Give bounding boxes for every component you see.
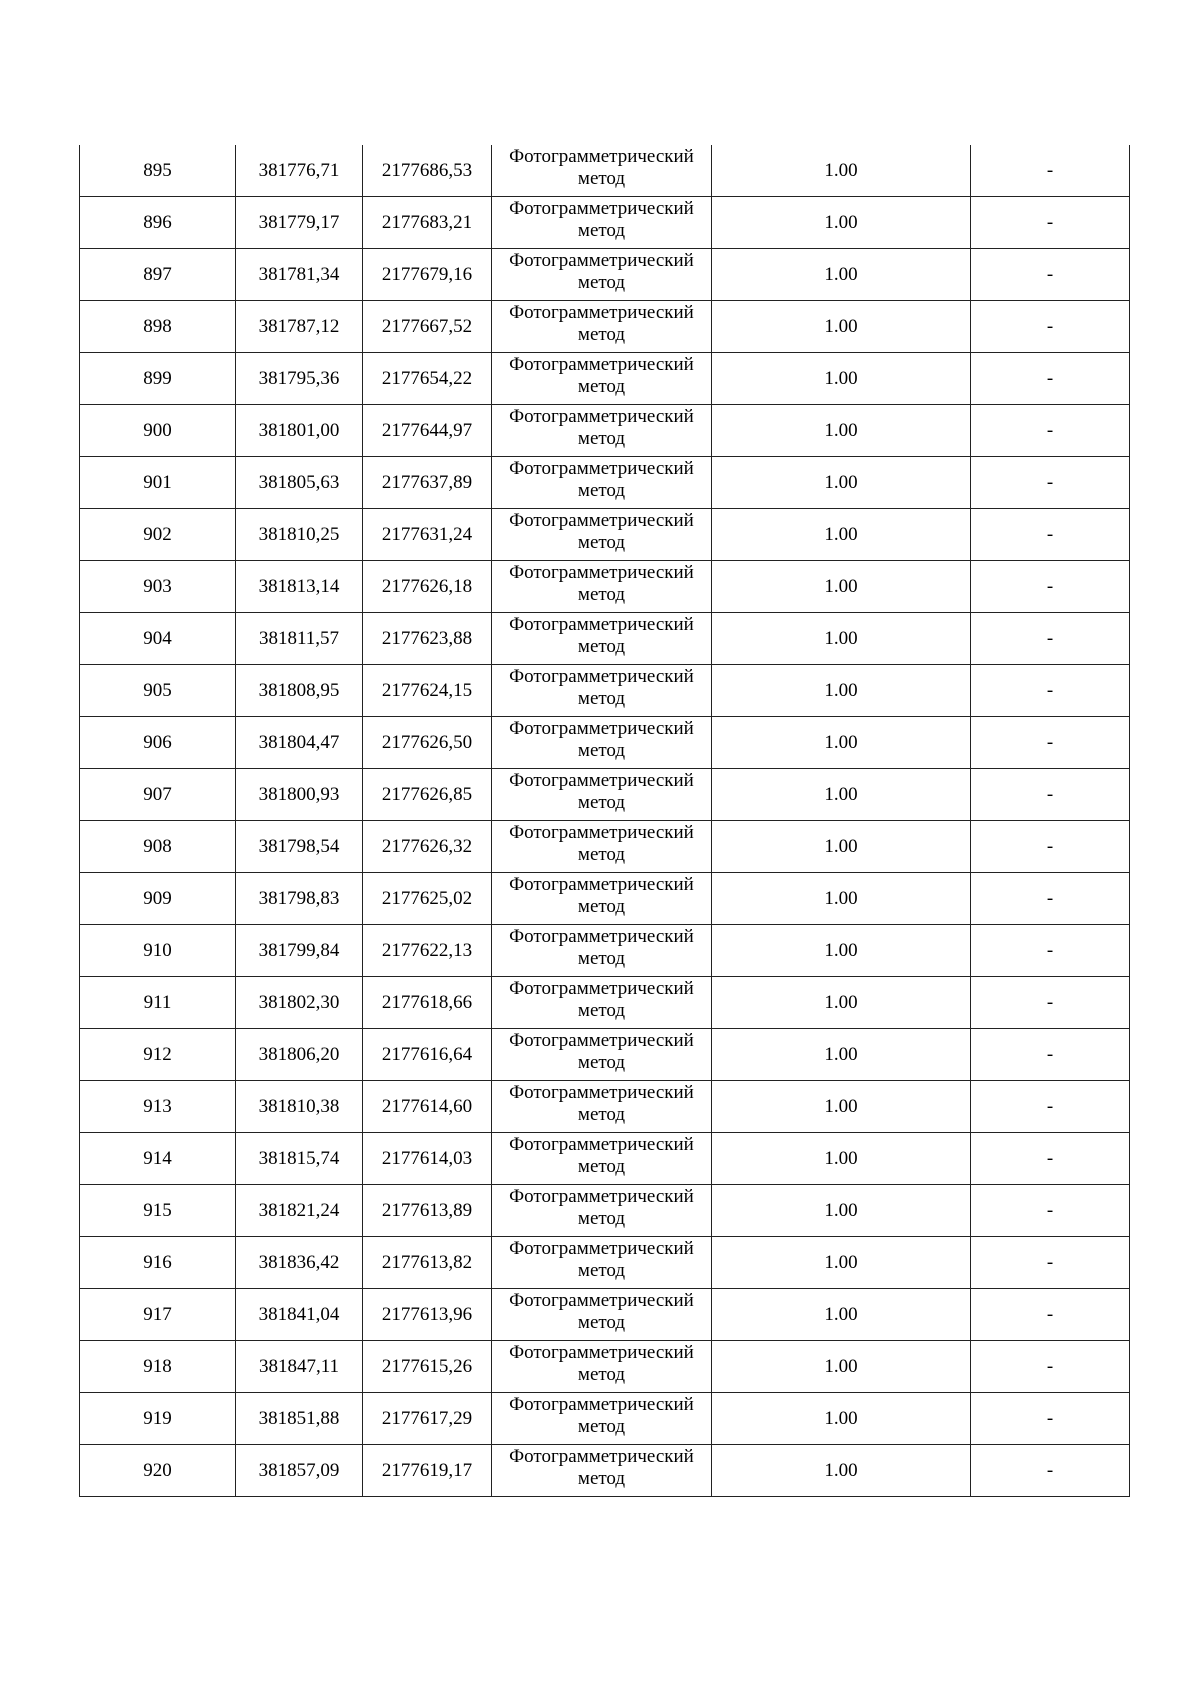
note-cell: -: [971, 925, 1130, 977]
accuracy-cell: 1.00: [712, 1341, 971, 1393]
accuracy-cell: 1.00: [712, 925, 971, 977]
table-row: [80, 1029, 1130, 1081]
method-text-line: Фотограмметрический: [509, 717, 694, 739]
point-number-cell: 895: [80, 145, 236, 197]
x-coordinate-cell: 381799,84: [236, 925, 363, 977]
x-coordinate-cell: 381808,95: [236, 665, 363, 717]
method-cell: [492, 197, 712, 249]
table-row: [80, 613, 1130, 665]
note-cell: -: [971, 1445, 1130, 1497]
table-row: [80, 1133, 1130, 1185]
method-cell: [492, 301, 712, 353]
method-text-line: метод: [577, 1207, 626, 1229]
method-text-line: Фотограмметрический: [509, 353, 694, 375]
point-number-cell: 918: [80, 1341, 236, 1393]
accuracy-cell: 1.00: [712, 561, 971, 613]
accuracy-cell: 1.00: [712, 353, 971, 405]
point-number-cell: 907: [80, 769, 236, 821]
point-number-cell: 915: [80, 1185, 236, 1237]
method-text-line: Фотограмметрический: [509, 457, 694, 479]
point-number-cell: 910: [80, 925, 236, 977]
accuracy-cell: 1.00: [712, 613, 971, 665]
x-coordinate-cell: 381798,54: [236, 821, 363, 873]
accuracy-cell: 1.00: [712, 457, 971, 509]
x-coordinate-cell: 381805,63: [236, 457, 363, 509]
table-row: [80, 353, 1130, 405]
point-number-cell: 908: [80, 821, 236, 873]
table-row: [80, 821, 1130, 873]
method-cell: [492, 1133, 712, 1185]
method-text-line: метод: [577, 1051, 626, 1073]
x-coordinate-cell: 381801,00: [236, 405, 363, 457]
y-coordinate-cell: 2177631,24: [363, 509, 492, 561]
table-row: [80, 1341, 1130, 1393]
method-text-line: Фотограмметрический: [509, 249, 694, 271]
x-coordinate-cell: 381821,24: [236, 1185, 363, 1237]
y-coordinate-cell: 2177618,66: [363, 977, 492, 1029]
note-cell: -: [971, 353, 1130, 405]
accuracy-cell: 1.00: [712, 665, 971, 717]
method-text-line: метод: [577, 427, 626, 449]
point-number-cell: 899: [80, 353, 236, 405]
note-cell: -: [971, 249, 1130, 301]
method-text-line: Фотограмметрический: [509, 301, 694, 323]
method-text-line: Фотограмметрический: [509, 925, 694, 947]
method-text-line: метод: [577, 167, 626, 189]
note-cell: -: [971, 769, 1130, 821]
coordinates-table: [79, 145, 1130, 1497]
x-coordinate-cell: 381795,36: [236, 353, 363, 405]
method-text-line: Фотограмметрический: [509, 1185, 694, 1207]
method-text-line: метод: [577, 1415, 626, 1437]
table-row: [80, 977, 1130, 1029]
method-text-line: метод: [577, 375, 626, 397]
method-text-line: метод: [577, 1155, 626, 1177]
method-cell: [492, 1393, 712, 1445]
note-cell: -: [971, 1185, 1130, 1237]
accuracy-cell: 1.00: [712, 249, 971, 301]
table-row: [80, 509, 1130, 561]
method-cell: [492, 821, 712, 873]
table-row: [80, 457, 1130, 509]
coordinates-table-body: [80, 145, 1130, 1497]
accuracy-cell: 1.00: [712, 405, 971, 457]
note-cell: -: [971, 457, 1130, 509]
note-cell: -: [971, 977, 1130, 1029]
method-text-line: метод: [577, 1467, 626, 1489]
point-number-cell: 903: [80, 561, 236, 613]
point-number-cell: 919: [80, 1393, 236, 1445]
method-cell: [492, 145, 712, 197]
method-cell: [492, 665, 712, 717]
y-coordinate-cell: 2177626,18: [363, 561, 492, 613]
y-coordinate-cell: 2177626,50: [363, 717, 492, 769]
point-number-cell: 900: [80, 405, 236, 457]
table-row: [80, 249, 1130, 301]
accuracy-cell: 1.00: [712, 977, 971, 1029]
method-text-line: Фотограмметрический: [509, 1133, 694, 1155]
method-text-line: Фотограмметрический: [509, 1393, 694, 1415]
x-coordinate-cell: 381787,12: [236, 301, 363, 353]
accuracy-cell: 1.00: [712, 301, 971, 353]
method-text-line: Фотограмметрический: [509, 1029, 694, 1051]
x-coordinate-cell: 381815,74: [236, 1133, 363, 1185]
method-cell: [492, 873, 712, 925]
method-text-line: Фотограмметрический: [509, 821, 694, 843]
x-coordinate-cell: 381813,14: [236, 561, 363, 613]
method-cell: [492, 769, 712, 821]
x-coordinate-cell: 381810,38: [236, 1081, 363, 1133]
method-text-line: метод: [577, 271, 626, 293]
note-cell: -: [971, 1341, 1130, 1393]
method-cell: [492, 405, 712, 457]
x-coordinate-cell: 381847,11: [236, 1341, 363, 1393]
note-cell: -: [971, 873, 1130, 925]
x-coordinate-cell: 381806,20: [236, 1029, 363, 1081]
table-row: [80, 1445, 1130, 1497]
point-number-cell: 917: [80, 1289, 236, 1341]
point-number-cell: 896: [80, 197, 236, 249]
method-text-line: Фотограмметрический: [509, 873, 694, 895]
table-row: [80, 301, 1130, 353]
method-text-line: Фотограмметрический: [509, 145, 694, 167]
point-number-cell: 909: [80, 873, 236, 925]
x-coordinate-cell: 381802,30: [236, 977, 363, 1029]
method-text-line: метод: [577, 1311, 626, 1333]
y-coordinate-cell: 2177614,60: [363, 1081, 492, 1133]
table-row: [80, 145, 1130, 197]
method-text-line: метод: [577, 947, 626, 969]
method-cell: [492, 925, 712, 977]
method-cell: [492, 1445, 712, 1497]
y-coordinate-cell: 2177626,85: [363, 769, 492, 821]
method-text-line: метод: [577, 739, 626, 761]
method-text-line: Фотограмметрический: [509, 509, 694, 531]
point-number-cell: 911: [80, 977, 236, 1029]
y-coordinate-cell: 2177613,89: [363, 1185, 492, 1237]
accuracy-cell: 1.00: [712, 509, 971, 561]
y-coordinate-cell: 2177626,32: [363, 821, 492, 873]
x-coordinate-cell: 381811,57: [236, 613, 363, 665]
point-number-cell: 920: [80, 1445, 236, 1497]
note-cell: -: [971, 1289, 1130, 1341]
point-number-cell: 906: [80, 717, 236, 769]
method-text-line: Фотограмметрический: [509, 197, 694, 219]
method-cell: [492, 1081, 712, 1133]
x-coordinate-cell: 381798,83: [236, 873, 363, 925]
method-text-line: Фотограмметрический: [509, 561, 694, 583]
y-coordinate-cell: 2177614,03: [363, 1133, 492, 1185]
method-text-line: метод: [577, 791, 626, 813]
accuracy-cell: 1.00: [712, 1081, 971, 1133]
method-cell: [492, 509, 712, 561]
method-text-line: метод: [577, 635, 626, 657]
method-cell: [492, 977, 712, 1029]
method-text-line: метод: [577, 323, 626, 345]
method-text-line: Фотограмметрический: [509, 1341, 694, 1363]
x-coordinate-cell: 381851,88: [236, 1393, 363, 1445]
method-text-line: Фотограмметрический: [509, 1081, 694, 1103]
accuracy-cell: 1.00: [712, 1133, 971, 1185]
point-number-cell: 913: [80, 1081, 236, 1133]
note-cell: -: [971, 1133, 1130, 1185]
table-row: [80, 1081, 1130, 1133]
method-cell: [492, 1341, 712, 1393]
table-row: [80, 197, 1130, 249]
point-number-cell: 898: [80, 301, 236, 353]
table-row: [80, 405, 1130, 457]
method-text-line: метод: [577, 1103, 626, 1125]
note-cell: -: [971, 717, 1130, 769]
method-text-line: метод: [577, 687, 626, 709]
y-coordinate-cell: 2177683,21: [363, 197, 492, 249]
y-coordinate-cell: 2177624,15: [363, 665, 492, 717]
method-cell: [492, 561, 712, 613]
note-cell: -: [971, 301, 1130, 353]
note-cell: -: [971, 1237, 1130, 1289]
accuracy-cell: 1.00: [712, 1393, 971, 1445]
x-coordinate-cell: 381804,47: [236, 717, 363, 769]
x-coordinate-cell: 381781,34: [236, 249, 363, 301]
y-coordinate-cell: 2177625,02: [363, 873, 492, 925]
accuracy-cell: 1.00: [712, 1185, 971, 1237]
note-cell: -: [971, 613, 1130, 665]
point-number-cell: 914: [80, 1133, 236, 1185]
accuracy-cell: 1.00: [712, 717, 971, 769]
y-coordinate-cell: 2177619,17: [363, 1445, 492, 1497]
table-row: [80, 1237, 1130, 1289]
method-text-line: Фотограмметрический: [509, 1445, 694, 1467]
x-coordinate-cell: 381810,25: [236, 509, 363, 561]
x-coordinate-cell: 381836,42: [236, 1237, 363, 1289]
accuracy-cell: 1.00: [712, 145, 971, 197]
method-text-line: Фотограмметрический: [509, 977, 694, 999]
y-coordinate-cell: 2177654,22: [363, 353, 492, 405]
table-row: [80, 1185, 1130, 1237]
method-cell: [492, 457, 712, 509]
note-cell: -: [971, 1029, 1130, 1081]
point-number-cell: 905: [80, 665, 236, 717]
accuracy-cell: 1.00: [712, 1237, 971, 1289]
point-number-cell: 912: [80, 1029, 236, 1081]
y-coordinate-cell: 2177623,88: [363, 613, 492, 665]
method-text-line: метод: [577, 479, 626, 501]
accuracy-cell: 1.00: [712, 769, 971, 821]
method-cell: [492, 717, 712, 769]
accuracy-cell: 1.00: [712, 1289, 971, 1341]
accuracy-cell: 1.00: [712, 1445, 971, 1497]
y-coordinate-cell: 2177613,82: [363, 1237, 492, 1289]
y-coordinate-cell: 2177667,52: [363, 301, 492, 353]
y-coordinate-cell: 2177686,53: [363, 145, 492, 197]
accuracy-cell: 1.00: [712, 821, 971, 873]
point-number-cell: 902: [80, 509, 236, 561]
note-cell: -: [971, 561, 1130, 613]
accuracy-cell: 1.00: [712, 873, 971, 925]
note-cell: -: [971, 1393, 1130, 1445]
table-row: [80, 717, 1130, 769]
note-cell: -: [971, 405, 1130, 457]
method-cell: [492, 1185, 712, 1237]
table-row: [80, 925, 1130, 977]
table-row: [80, 1393, 1130, 1445]
method-text-line: Фотограмметрический: [509, 613, 694, 635]
method-cell: [492, 1237, 712, 1289]
note-cell: -: [971, 665, 1130, 717]
method-cell: [492, 249, 712, 301]
method-text-line: Фотограмметрический: [509, 665, 694, 687]
y-coordinate-cell: 2177644,97: [363, 405, 492, 457]
method-cell: [492, 1029, 712, 1081]
method-text-line: метод: [577, 531, 626, 553]
method-text-line: Фотограмметрический: [509, 405, 694, 427]
note-cell: -: [971, 145, 1130, 197]
y-coordinate-cell: 2177617,29: [363, 1393, 492, 1445]
y-coordinate-cell: 2177613,96: [363, 1289, 492, 1341]
note-cell: -: [971, 1081, 1130, 1133]
method-text-line: Фотограмметрический: [509, 1237, 694, 1259]
method-cell: [492, 353, 712, 405]
point-number-cell: 901: [80, 457, 236, 509]
y-coordinate-cell: 2177615,26: [363, 1341, 492, 1393]
x-coordinate-cell: 381779,17: [236, 197, 363, 249]
note-cell: -: [971, 821, 1130, 873]
accuracy-cell: 1.00: [712, 1029, 971, 1081]
method-text-line: метод: [577, 583, 626, 605]
method-text-line: метод: [577, 843, 626, 865]
point-number-cell: 904: [80, 613, 236, 665]
method-cell: [492, 613, 712, 665]
y-coordinate-cell: 2177637,89: [363, 457, 492, 509]
note-cell: -: [971, 197, 1130, 249]
x-coordinate-cell: 381776,71: [236, 145, 363, 197]
method-text-line: Фотограмметрический: [509, 1289, 694, 1311]
note-cell: -: [971, 509, 1130, 561]
table-row: [80, 873, 1130, 925]
accuracy-cell: 1.00: [712, 197, 971, 249]
point-number-cell: 916: [80, 1237, 236, 1289]
x-coordinate-cell: 381857,09: [236, 1445, 363, 1497]
method-text-line: метод: [577, 895, 626, 917]
x-coordinate-cell: 381800,93: [236, 769, 363, 821]
y-coordinate-cell: 2177616,64: [363, 1029, 492, 1081]
method-text-line: метод: [577, 219, 626, 241]
table-row: [80, 769, 1130, 821]
point-number-cell: 897: [80, 249, 236, 301]
table-row: [80, 561, 1130, 613]
method-text-line: Фотограмметрический: [509, 769, 694, 791]
table-row: [80, 665, 1130, 717]
y-coordinate-cell: 2177622,13: [363, 925, 492, 977]
method-text-line: метод: [577, 1259, 626, 1281]
method-text-line: метод: [577, 1363, 626, 1385]
y-coordinate-cell: 2177679,16: [363, 249, 492, 301]
method-cell: [492, 1289, 712, 1341]
table-row: [80, 1289, 1130, 1341]
method-text-line: метод: [577, 999, 626, 1021]
x-coordinate-cell: 381841,04: [236, 1289, 363, 1341]
